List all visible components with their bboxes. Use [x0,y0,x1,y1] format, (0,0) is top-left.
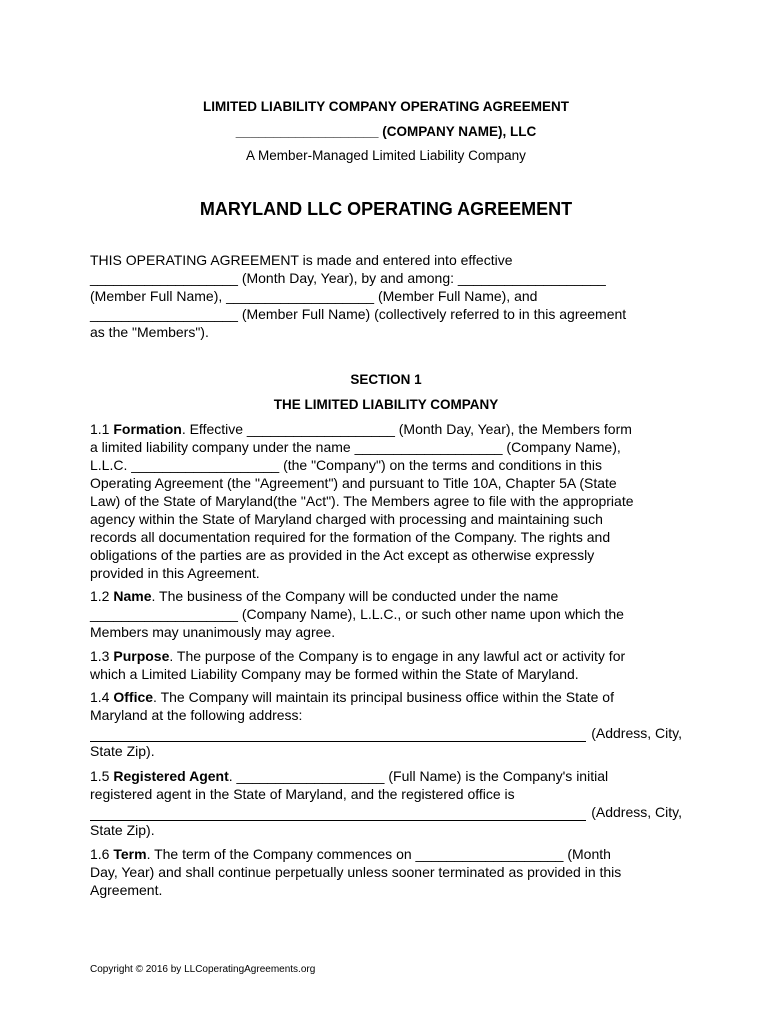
intro-line: THIS OPERATING AGREEMENT is made and entered into effective [90,252,513,268]
clause-line: provided in this Agreement. [90,565,260,581]
intro-line: ___________________ (Member Full Name) (collectively referred to in this agreement [90,306,627,322]
clause-line: . The purpose of the Company is to engage in any lawful act or activity for [169,648,626,664]
clause-number: 1.4 [90,689,114,705]
clause-line: L.L.C. ___________________ (the "Company") on the terms and conditions in this [90,457,602,473]
clause-heading: Formation [113,421,182,437]
section-title: THE LIMITED LIABILITY COMPANY [273,397,499,412]
address-blank [90,806,586,821]
section-label: SECTION 1 [350,372,422,387]
clause-name [90,587,682,641]
clause-number: 1.3 [90,648,114,664]
clause-number: 1.6 [90,846,114,862]
clause-purpose [90,647,682,683]
address-blank-row [90,724,682,742]
clause-line: State Zip). [90,743,155,759]
clause-heading: Registered Agent [113,768,229,784]
intro-line: (Member Full Name), ___________________ (Member Full Name), and [90,288,538,304]
clause-line: . The term of the Company commences on ___________________ (Month [146,846,611,862]
clause-office [90,688,682,760]
main-title: MARYLAND LLC OPERATING AGREEMENT [199,199,573,219]
clause-term [90,845,682,899]
clause-line: (Address, City, [591,725,682,741]
intro-paragraph [90,251,682,341]
clause-registered-agent [90,767,682,839]
clause-heading: Office [113,689,154,705]
clause-line: Day, Year) and shall continue perpetually unless sooner terminated as provided in this [90,864,622,880]
clause-line: registered agent in the State of Maryland, and the registered office is [90,786,515,802]
clause-line: records all documentation required for the formation of the Company. The rights and [90,529,611,545]
clause-line: Members may unanimously may agree. [90,624,336,640]
intro-line: ___________________ (Month Day, Year), by and among: ___________________ [90,270,606,286]
clause-line: Operating Agreement (the "Agreement") and pursuant to Title 10A, Chapter 5A (State [90,475,617,491]
clause-line: obligations of the parties are as provided in the Act except as otherwise expressly [90,547,595,563]
clause-line: (Address, City, [591,804,682,820]
clause-number: 1.2 [90,588,114,604]
copyright-footer: Copyright © 2016 by LLCoperatingAgreements.org [90,964,316,975]
clause-line: Maryland at the following address: [90,707,303,723]
agreement-title: LIMITED LIABILITY COMPANY OPERATING AGREEMENT [202,99,569,114]
clause-line: a limited liability company under the name ___________________ (Company Name), [90,439,621,455]
agreement-subtitle: A Member-Managed Limited Liability Company [246,148,526,163]
clause-number: 1.1 [90,421,114,437]
intro-line: as the "Members"). [90,324,209,340]
clause-heading: Name [113,588,152,604]
clause-heading: Term [113,846,147,862]
clause-line: Agreement. [90,882,163,898]
address-blank-row [90,803,682,821]
company-name-line: ___________________ (COMPANY NAME), LLC [235,124,537,139]
clause-line: . The Company will maintain its principal business office within the State of [153,689,614,705]
clause-line: . Effective ___________________ (Month Day, Year), the Members form [181,421,632,437]
clause-line: State Zip). [90,822,155,838]
clause-heading: Purpose [113,648,170,664]
clause-line: agency within the State of Maryland charged with processing and maintaining such [90,511,603,527]
clause-line: . ___________________ (Full Name) is the Company's initial [228,768,609,784]
address-blank [90,727,586,742]
clause-formation [90,420,682,582]
clause-line: ___________________ (Company Name), L.L.C., or such other name upon which the [90,606,624,622]
clause-line: . The business of the Company will be conducted under the name [151,588,559,604]
clause-line: which a Limited Liability Company may be formed within the State of Maryland. [90,666,579,682]
clause-line: Law) of the State of Maryland(the "Act"). The Members agree to file with the appropriate [90,493,634,509]
clause-number: 1.5 [90,768,114,784]
